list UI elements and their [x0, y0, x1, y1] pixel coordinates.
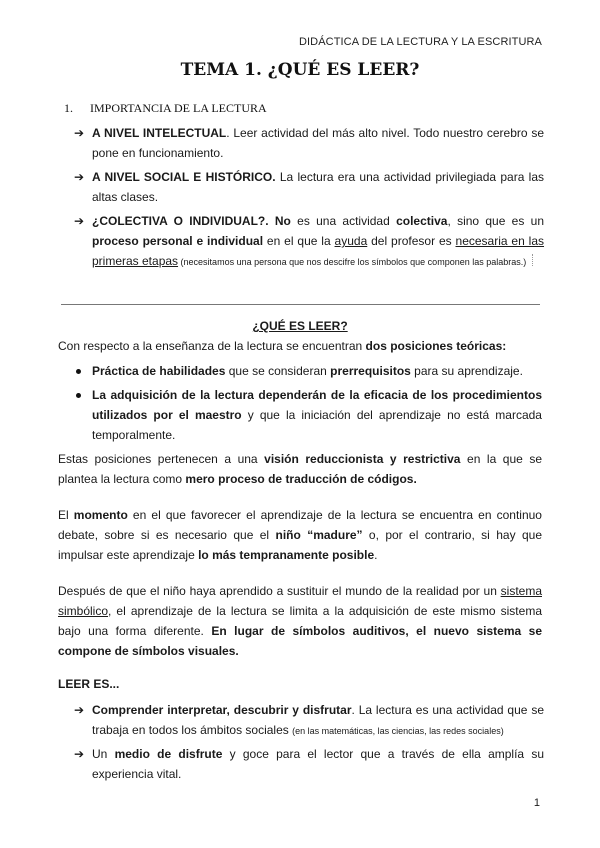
- item-text: en el que la: [263, 234, 335, 248]
- para-text: .: [374, 548, 378, 562]
- item-text: para su aprendizaje.: [410, 364, 523, 378]
- arrow-bullet-icon: ➔: [74, 170, 85, 184]
- para-bold: visión reduccionista y restrictiva: [264, 452, 461, 466]
- text-cursor-marker: [532, 254, 534, 266]
- para-bold: niño “madure”: [275, 528, 363, 542]
- para-bold: lo más tempranamente posible: [198, 548, 375, 562]
- item-text: que se consideran: [225, 364, 331, 378]
- running-header: DIDÁCTICA DE LA LECTURA Y LA ESCRITURA: [298, 36, 542, 48]
- paragraph-momento: [58, 505, 542, 565]
- page-title: TEMA 1. ¿QUÉ ES LEER?: [180, 60, 420, 80]
- arrow-item-colectiva: [74, 211, 544, 272]
- item-text: y goce para el lector que a través de ella amplía su experiencia vital.: [92, 747, 544, 781]
- para-bold: En lugar de símbolos auditivos, el nuevo sistema se compone de símbolos visuales.: [58, 624, 542, 658]
- item-text: del profesor es: [367, 234, 456, 248]
- item-bold: A NIVEL INTELECTUAL: [92, 126, 227, 140]
- section-heading-text: IMPORTANCIA DE LA LECTURA: [90, 101, 267, 115]
- underlined-necesaria: necesaria en las primeras etapas: [92, 234, 545, 268]
- item-text: La lectura era una actividad privilegiada para las altas clases.: [92, 170, 544, 204]
- para-text: en la que se plantea la lectura como: [58, 452, 543, 486]
- item-bold: Comprender interpretar, descubrir y disfrutar: [92, 703, 352, 717]
- para-text: El: [58, 508, 74, 522]
- paragraph-intro: [58, 336, 542, 356]
- section-heading-importancia: [64, 101, 267, 116]
- item-bold-prerrequisitos: prerrequisitos: [330, 364, 411, 378]
- para-text: en el que favorecer el aprendizaje de la lectura se encuentra en continuo debate, sobre si es necesario que el: [58, 508, 542, 542]
- underlined-sistema: sistema simbólico: [58, 584, 542, 618]
- item-text: es una actividad: [290, 214, 397, 228]
- item-bold: medio de disfrute: [114, 747, 223, 761]
- arrow-bullet-icon: ➔: [74, 126, 85, 140]
- paragraph-sistema-simbolico: [58, 581, 542, 661]
- item-text: . La lectura es una actividad que se trabaja en todos los ámbitos sociales: [92, 703, 544, 737]
- para-bold: dos posiciones teóricas:: [365, 339, 507, 353]
- item-bold: La adquisición de la lectura dependerán de la eficacia de los procedimientos utilizados por el maestro: [92, 388, 542, 422]
- item-bold: ¿COLECTIVA O INDIVIDUAL?. No: [92, 214, 291, 228]
- para-bold: momento: [73, 508, 128, 522]
- para-text: , el aprendizaje de la lectura se limita a la adquisición de este mismo sistema bajo una forma diferente.: [58, 604, 542, 638]
- underlined-ayuda: ayuda: [334, 234, 368, 248]
- para-text: Estas posiciones pertenecen a una: [58, 452, 265, 466]
- arrow-bullet-icon: ➔: [74, 747, 85, 761]
- heading-text: ¿QUÉ ES LEER?: [252, 319, 348, 333]
- para-text: Con respecto a la enseñanza de la lectura se encuentran: [58, 339, 366, 353]
- para-text: Después de que el niño haya aprendido a sustituir el mundo de la realidad por un: [58, 584, 501, 598]
- horizontal-divider: [61, 304, 540, 305]
- para-text: o, por el contrario, si hay que impulsar este aprendizaje: [58, 528, 542, 562]
- item-bold: A NIVEL SOCIAL E HISTÓRICO.: [92, 170, 276, 184]
- arrow-bullet-icon: ➔: [74, 703, 85, 717]
- item-text: . Leer actividad del más alto nivel. Todo nuestro cerebro se pone en funcionamiento.: [92, 126, 544, 160]
- bullet-dot-icon: [76, 393, 81, 398]
- bullet-dot-icon: [76, 369, 81, 374]
- arrow-item-disfrute: [74, 744, 544, 784]
- section-number: 1.: [64, 101, 73, 115]
- page-number: 1: [533, 797, 540, 809]
- item-bold-proceso: proceso personal e individual: [92, 234, 264, 248]
- arrow-item-social: [74, 167, 544, 207]
- paragraph-posiciones: [58, 449, 542, 489]
- arrow-item-intelectual: [74, 123, 544, 163]
- item-small-note: (necesitamos una persona que nos descifre los símbolos que componen las palabras.): [178, 257, 527, 267]
- item-bold-colectiva: colectiva: [396, 214, 448, 228]
- item-text: y que la iniciación del aprendizaje no está marcada temporalmente.: [92, 408, 542, 442]
- item-bold: Práctica de habilidades: [92, 364, 226, 378]
- item-small-note: (en las matemáticas, las ciencias, las redes sociales): [292, 726, 504, 736]
- bullet-item-adquisicion: [74, 385, 542, 445]
- section-heading-que-es-leer: [0, 319, 600, 333]
- item-text: , sino que es un: [447, 214, 544, 228]
- item-text: Un: [92, 747, 115, 761]
- arrow-bullet-icon: ➔: [74, 214, 85, 228]
- bullet-item-habilidades: [74, 361, 542, 381]
- arrow-item-comprender: [74, 700, 544, 741]
- section-heading-leer-es: LEER ES...: [58, 677, 120, 691]
- para-bold: mero proceso de traducción de códigos.: [185, 472, 417, 486]
